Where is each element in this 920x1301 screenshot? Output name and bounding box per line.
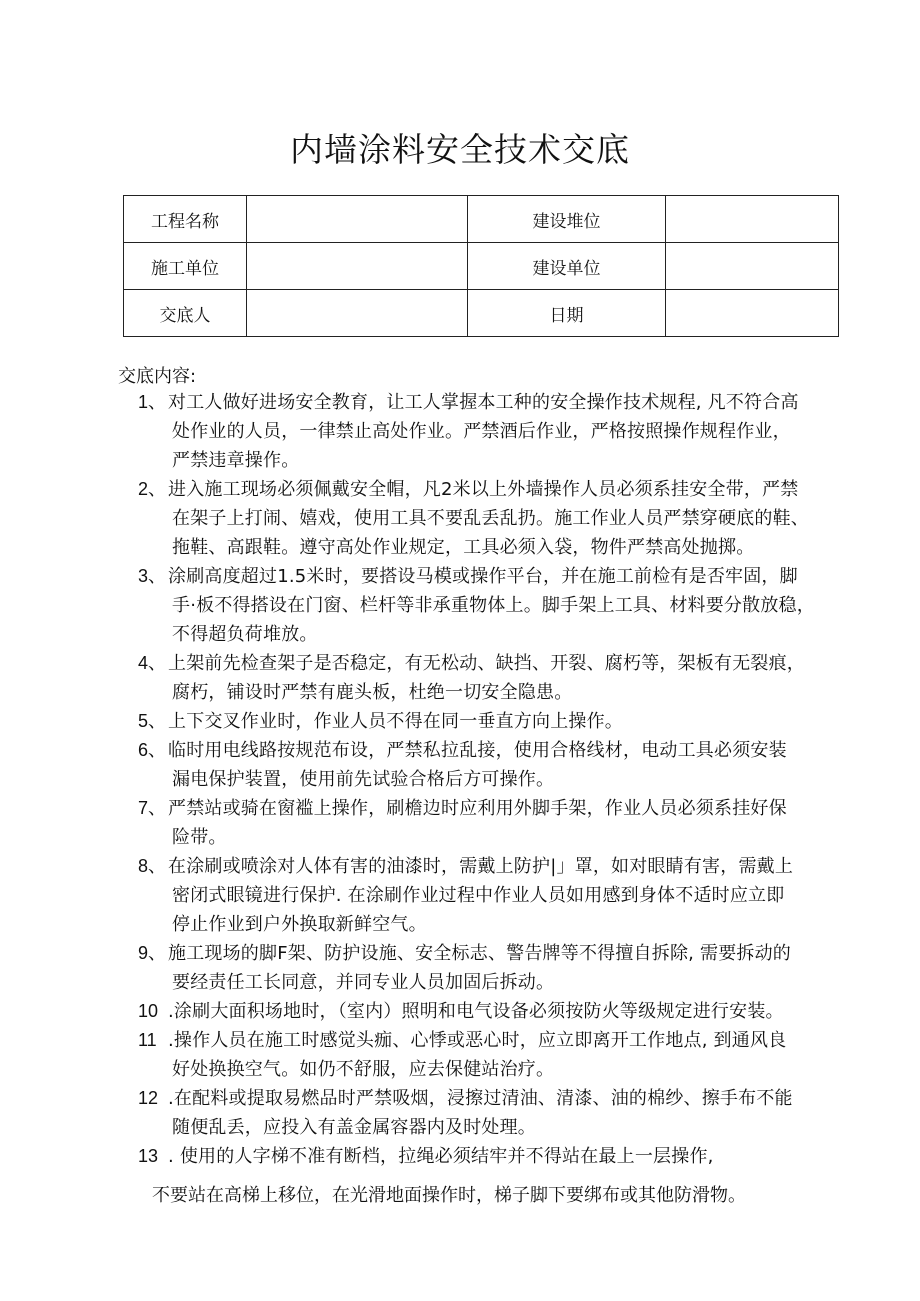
item-line: 拖鞋、高跟鞋。遵守高处作业规定，工具必须入袋，物件严禁高处抛掷。 — [172, 537, 755, 558]
item-line: 临时用电线路按规范布设，严禁私拉乱接，使用合格线材，电动工具必须安装 — [168, 740, 787, 761]
item-line: 密闭式眼镜进行保护. 在涂刷作业过程中作业人员如用感到身体不适时应立即 — [172, 885, 785, 906]
owner-unit-label: 建设单位 — [468, 243, 666, 290]
table-row — [124, 243, 839, 290]
item-number: 1、 — [138, 392, 167, 412]
item-line: 要经责任工长同意，并同专业人员加固后拆动。 — [172, 972, 555, 993]
item-line: 好处换换空气。如仍不舒服，应去保健站治疗。 — [172, 1059, 555, 1080]
date-value — [666, 290, 839, 337]
item-line: .涂刷大面积场地时，（室内）照明和电气设备必须按防火等级规定进行安装。 — [168, 1001, 784, 1022]
item-line: 严禁违章操作。 — [172, 450, 300, 471]
item-line: 不得超负荷堆放。 — [172, 624, 318, 645]
list-item — [0, 736, 920, 794]
item-text — [168, 388, 868, 475]
project-name-value — [247, 196, 468, 243]
item-text — [168, 939, 868, 997]
briefer-label: 交底人 — [124, 290, 247, 337]
list-item — [0, 852, 920, 939]
item-text — [168, 562, 868, 649]
construction-site-value — [666, 196, 839, 243]
list-item — [0, 1084, 920, 1142]
item-text — [168, 1084, 868, 1142]
item-number: 7、 — [138, 798, 167, 818]
item-number: 12 — [138, 1088, 159, 1108]
list-item — [0, 939, 920, 997]
project-name-label: 工程名称 — [124, 196, 247, 243]
content-label: 交底内容: — [118, 366, 197, 387]
item-line: 停止作业到户外换取新鲜空气。 — [172, 914, 427, 935]
item-text — [168, 707, 868, 736]
item-text — [168, 852, 868, 939]
item-number: 10 — [138, 1001, 159, 1021]
contractor-value — [247, 243, 468, 290]
item-number: 3、 — [138, 566, 167, 586]
construction-site-label: 建设堆位 — [468, 196, 666, 243]
item-line: 处作业的人员，一律禁止高处作业。严禁酒后作业，严格按照操作规程作业， — [172, 421, 791, 442]
closing-line: 不要站在高梯上移位，在光滑地面操作时，梯子脚下要绑布或其他防滑物。 — [152, 1185, 746, 1206]
item-line: 严禁站或骑在窗褴上操作，刷檐边时应利用外脚手架，作业人员必须系挂好保 — [168, 798, 787, 819]
info-table — [123, 195, 839, 337]
item-line: . 使用的人字梯不准有断档，拉绳必须结牢并不得站在最上一层操作, — [168, 1146, 714, 1167]
item-number: 8、 — [138, 856, 167, 876]
item-line: 险带。 — [172, 827, 227, 848]
item-line: 随便乱丢，应投入有盖金属容器内及时处理。 — [172, 1117, 536, 1138]
item-number: 6、 — [138, 740, 167, 760]
table-row — [124, 196, 839, 243]
item-text — [168, 997, 868, 1026]
list-item — [0, 997, 920, 1026]
list-item — [0, 1026, 920, 1084]
item-number: 9、 — [138, 943, 167, 963]
item-line: 在架子上打闹、嬉戏，使用工具不要乱丢乱扔。施工作业人员严禁穿硬底的鞋、 — [172, 508, 809, 529]
list-item — [0, 794, 920, 852]
item-number: 5、 — [138, 711, 167, 731]
item-number: 13 — [138, 1146, 159, 1166]
item-line: 上架前先检查架子是否稳定，有无松动、缺挡、开裂、腐朽等，架板有无裂痕， — [168, 653, 805, 674]
item-line: 在涂刷或喷涂对人体有害的油漆时，需戴上防护|」罩，如对眼睛有害，需戴上 — [168, 856, 794, 877]
item-line: .在配料或提取易燃品时严禁吸烟，浸擦过清油、清漆、油的棉纱、擦手布不能 — [168, 1088, 793, 1109]
item-line: 手·板不得搭设在门窗、栏杆等非承重物体上。脚手架上工具、材料要分散放稳， — [172, 595, 815, 616]
item-number: 11 — [138, 1030, 157, 1050]
item-text — [168, 475, 868, 562]
item-line: 漏电保护装置，使用前先试验合格后方可操作。 — [172, 769, 555, 790]
list-item — [0, 707, 920, 736]
item-text — [168, 1142, 868, 1171]
item-line: 上下交叉作业时，作业人员不得在同一垂直方向上操作。 — [168, 711, 623, 732]
item-text — [168, 794, 868, 852]
item-line: 涂刷高度超过1.5米时，要搭设马模或操作平台，并在施工前检有是否牢固，脚 — [168, 566, 798, 587]
list-item — [0, 649, 920, 707]
date-label: 日期 — [468, 290, 666, 337]
item-text — [168, 1026, 868, 1084]
briefer-value — [247, 290, 468, 337]
list-item — [0, 388, 920, 475]
safety-items-list — [0, 388, 920, 1171]
item-line: .操作人员在施工时感觉头痂、心悸或恶心时，应立即离开工作地点, 到通风良 — [168, 1030, 787, 1051]
item-line: 腐朽，铺设时严禁有鹿头板，杜绝一切安全隐患。 — [172, 682, 573, 703]
table-row — [124, 290, 839, 337]
item-text — [168, 736, 868, 794]
document-title: 内墙涂料安全技术交底 — [290, 130, 630, 169]
list-item — [0, 562, 920, 649]
item-line: 进入施工现场必须佩戴安全帽，凡2米以上外墙操作人员必须系挂安全带，严禁 — [168, 479, 799, 500]
item-line: 施工现场的脚F架、防护设施、安全标志、警告牌等不得擅自拆除, 需要拆动的 — [168, 943, 791, 964]
item-line: 对工人做好进场安全教育，让工人掌握本工种的安全操作技术规程, 凡不符合高 — [168, 392, 799, 413]
item-number: 2、 — [138, 479, 167, 499]
list-item — [0, 1142, 920, 1171]
contractor-label: 施工单位 — [124, 243, 247, 290]
owner-unit-value — [666, 243, 839, 290]
item-text — [168, 649, 868, 707]
item-number: 4、 — [138, 653, 167, 673]
list-item — [0, 475, 920, 562]
